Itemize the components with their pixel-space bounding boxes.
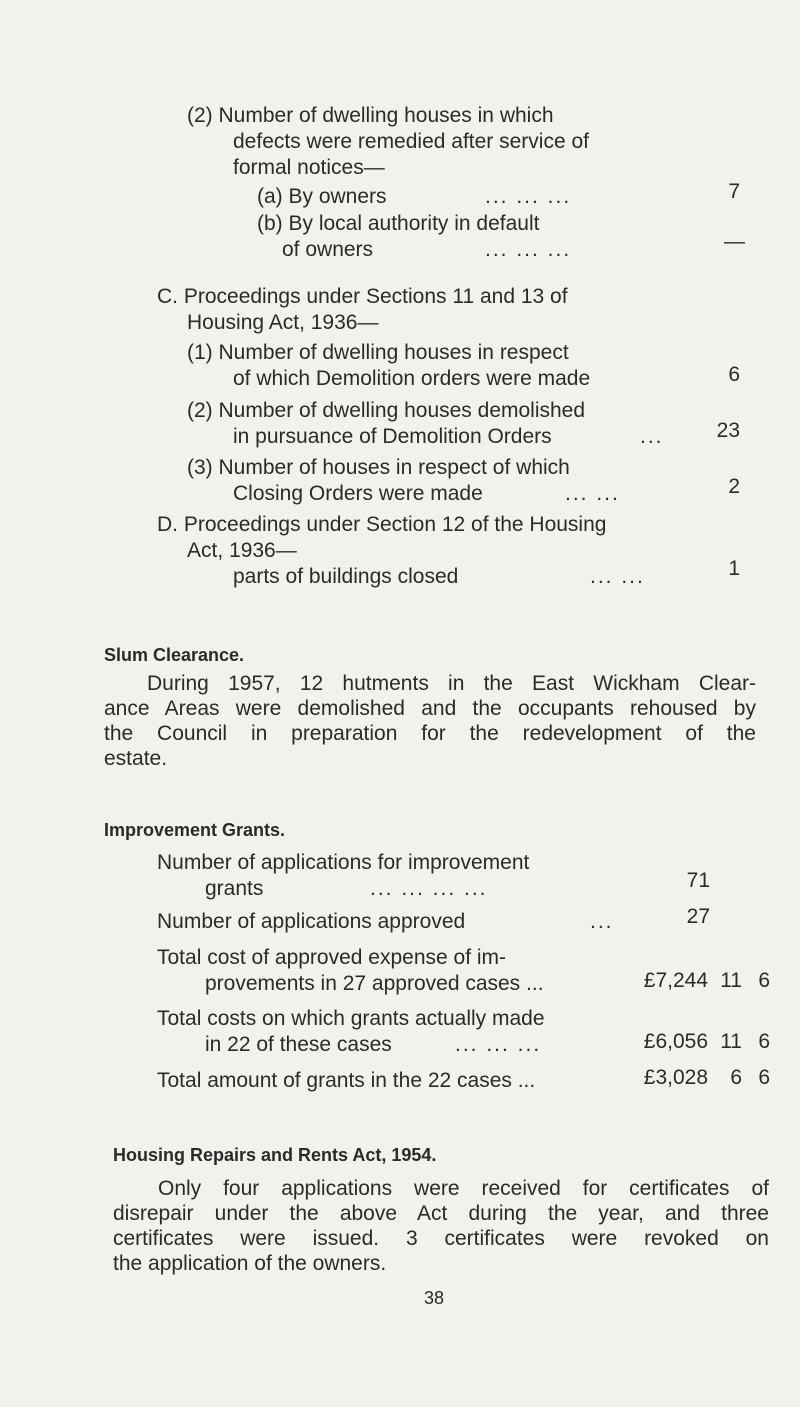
b2-b-dots: ... ... ... xyxy=(485,238,572,261)
c-i2-line2: in pursuance of Demolition Orders xyxy=(233,425,552,448)
repairs-line: certificates were issued. 3 certificates were revoked on xyxy=(113,1227,769,1250)
b2-b-line1: (b) By local authority in default xyxy=(257,212,540,235)
imp-r1-line2: grants xyxy=(205,877,264,900)
c-i2-dots: ... xyxy=(640,425,664,448)
imp-r4-line2: in 22 of these cases xyxy=(205,1033,392,1056)
d-dots: ... ... xyxy=(590,565,645,588)
c-line1: C. Proceedings under Sections 11 and 13 of xyxy=(157,285,568,308)
c-i3-line1: (3) Number of houses in respect of which xyxy=(187,456,570,479)
imp-r1-dots: ... ... ... ... xyxy=(370,877,488,900)
b2-a-dots: ... ... ... xyxy=(485,185,572,208)
c-i1-line1: (1) Number of dwelling houses in respect xyxy=(187,341,569,364)
slum-paragraph xyxy=(104,671,756,771)
c-i2-value: 23 xyxy=(716,419,740,442)
c-i1-value: 6 xyxy=(728,363,740,386)
imp-r5-shillings: 6 xyxy=(730,1066,742,1089)
imp-r1-value: 71 xyxy=(686,869,710,892)
imp-r5-label: Total amount of grants in the 22 cases ... xyxy=(157,1069,536,1092)
imp-r4-line1: Total costs on which grants actually made xyxy=(157,1007,545,1030)
slum-heading: Slum Clearance. xyxy=(104,645,245,665)
repairs-line: disrepair under the above Act during the year, and three xyxy=(113,1202,769,1225)
imp-r4-pounds: £6,056 xyxy=(643,1030,708,1053)
imp-r4-pence: 6 xyxy=(758,1030,770,1053)
b2-a-value: 7 xyxy=(728,180,740,203)
d-value: 1 xyxy=(728,557,740,580)
imp-r3-pounds: £7,244 xyxy=(643,969,708,992)
repairs-line: the application of the owners. xyxy=(113,1252,387,1275)
c-line2: Housing Act, 1936— xyxy=(187,311,379,334)
d-line1: D. Proceedings under Section 12 of the Housing xyxy=(157,513,607,536)
repairs-line: Only four applications were received for certificates of xyxy=(158,1177,769,1200)
d-line3: parts of buildings closed xyxy=(233,565,459,588)
c-i3-dots: ... ... xyxy=(565,482,620,505)
imp-r3-line1: Total cost of approved expense of im- xyxy=(157,946,507,969)
b2-b-value: — xyxy=(724,230,745,253)
c-i2-line1: (2) Number of dwelling houses demolished xyxy=(187,399,586,422)
repairs-paragraph xyxy=(113,1176,769,1276)
b2-line1: (2) Number of dwelling houses in which xyxy=(187,104,554,127)
c-i1-line2: of which Demolition orders were made xyxy=(233,367,591,390)
imp-r5-pence: 6 xyxy=(758,1066,770,1089)
imp-r3-shillings: 11 xyxy=(720,969,742,992)
imp-r5-pounds: £3,028 xyxy=(643,1066,708,1089)
imp-r3-line2: provements in 27 approved cases ... xyxy=(205,972,544,995)
slum-line: ance Areas were demolished and the occupants rehoused by xyxy=(104,697,756,720)
imp-r4-dots: ... ... ... xyxy=(455,1033,542,1056)
imp-r2-label: Number of applications approved xyxy=(157,910,466,933)
slum-line: During 1957, 12 hutments in the East Wickham Clear- xyxy=(147,672,756,695)
imp-r4-shillings: 11 xyxy=(720,1030,742,1053)
slum-line: the Council in preparation for the redevelopment of the xyxy=(104,722,756,745)
d-line2: Act, 1936— xyxy=(187,539,297,562)
improvement-heading: Improvement Grants. xyxy=(104,820,286,840)
repairs-heading: Housing Repairs and Rents Act, 1954. xyxy=(113,1145,437,1165)
b2-a-label: (a) By owners xyxy=(257,185,387,208)
b2-line3: formal notices— xyxy=(233,156,385,179)
imp-r3-pence: 6 xyxy=(758,969,770,992)
c-i3-line2: Closing Orders were made xyxy=(233,482,483,505)
c-i3-value: 2 xyxy=(728,475,740,498)
b2-line2: defects were remedied after service of xyxy=(233,130,589,153)
imp-r1-line1: Number of applications for improvement xyxy=(157,851,530,874)
imp-r2-dots: ... xyxy=(590,910,614,933)
imp-r2-value: 27 xyxy=(686,905,710,928)
slum-line: estate. xyxy=(104,747,168,770)
b2-b-line2: of owners xyxy=(282,238,374,261)
page-number: 38 xyxy=(424,1288,445,1308)
